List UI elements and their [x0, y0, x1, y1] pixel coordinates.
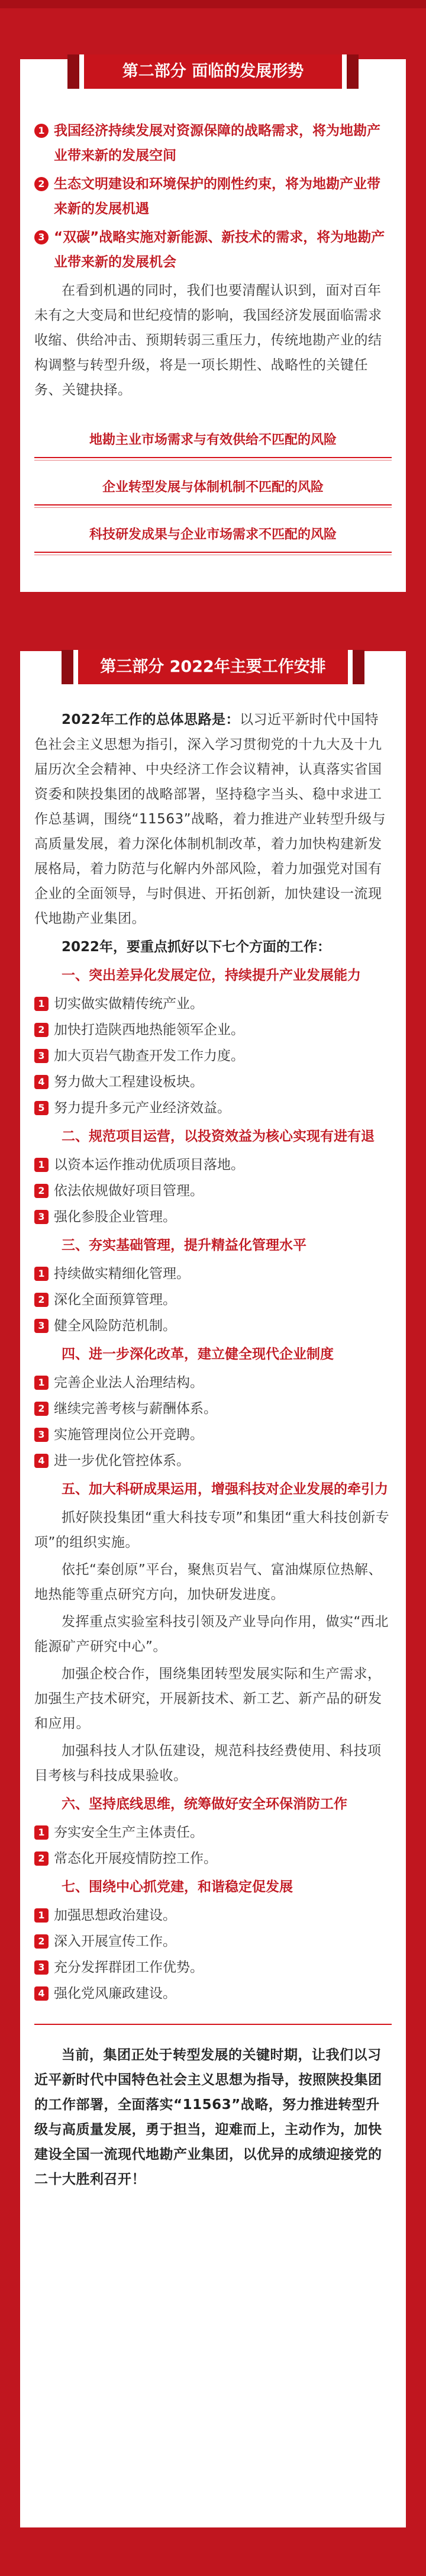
banner-edge-right: [353, 650, 364, 684]
item-text: 深入开展宣传工作。: [54, 1934, 176, 1949]
item-text: 进一步优化管控体系。: [54, 1453, 190, 1469]
opportunity-text: “双碳”战略实施对新能源、新技术的需求，将为地勘产业带来新的发展机会: [54, 230, 385, 270]
list-item: [34, 1396, 392, 1421]
section3-content: [34, 707, 392, 2194]
general-idea: [34, 707, 392, 931]
item-text: 健全风险防范机制。: [54, 1318, 176, 1334]
list-item: [34, 1313, 392, 1338]
section3-title: 第三部分 2022年主要工作安排: [73, 650, 353, 684]
section-heading: 七、围绕中心抓党建，和谐稳定促发展: [62, 1879, 293, 1895]
number-badge: 2: [34, 1184, 49, 1198]
item-text: 强化党风廉政建设。: [54, 1986, 176, 2001]
opportunity-text: 生态文明建设和环境保护的刚性约束，将为地勘产业带来新的发展机遇: [54, 176, 380, 217]
list-item: [34, 1422, 392, 1447]
paragraph: 依托“秦创原”平台，聚焦页岩气、富油煤原位热解、地热能等重点研究方向，加快研发进度。: [34, 1562, 382, 1602]
number-badge: 4: [34, 1454, 49, 1468]
number-badge: 2: [34, 177, 49, 191]
item-text: 完善企业法人治理结构。: [54, 1375, 204, 1390]
item-text: 依法依规做好项目管理。: [54, 1183, 204, 1199]
list-item: [34, 1981, 392, 2006]
banner-edge-left: [67, 54, 79, 89]
number-badge: 2: [34, 1852, 49, 1866]
paragraph: 抓好陕投集团“重大科技专项”和集团“重大科技创新专项”的组织实施。: [34, 1510, 390, 1550]
item-text: 夯实安全生产主体责任。: [54, 1825, 204, 1840]
number-badge: 1: [34, 1158, 49, 1172]
list-item: [34, 1903, 392, 1928]
item-text: 充分发挥群团工作优势。: [54, 1960, 204, 1975]
section-heading: 六、坚持底线思维，统筹做好安全环保消防工作: [62, 1796, 347, 1812]
general-label: 2022年工作的总体思路是：: [62, 712, 240, 727]
list-item: [34, 1846, 392, 1871]
number-badge: 2: [34, 1934, 49, 1949]
number-badge: 3: [34, 230, 49, 244]
number-badge: 4: [34, 1075, 49, 1089]
list-item: [34, 1017, 392, 1042]
risk-item: 科技研发成果与企业市场需求不匹配的风险: [34, 521, 392, 553]
list-item: [34, 1820, 392, 1845]
focus-intro: 2022年，要重点抓好以下七个方面的工作：: [62, 939, 331, 955]
number-badge: 5: [34, 1101, 49, 1115]
closing-paragraph: 当前，集团正处于转型发展的关键时期，让我们以习近平新时代中国特色社会主义思想为指导，按照陕投集团的工作部署，全面落实“11563”战略，努力推进转型升级与高质量发展，勇于担当，迎难而上，主动作为，加快建设全国一流现代地勘产业集团，以优异的成绩迎接党的二十大胜利召开！: [34, 2047, 382, 2187]
list-item: [34, 1929, 392, 1954]
paragraph: 加强企校合作，围绕集团转型发展实际和生产需求，加强生产技术研究，开展新技术、新工艺、新产品的研发和应用。: [34, 1666, 382, 1731]
paragraph: 加强科技人才队伍建设，规范科技经费使用、科技项目考核与科技成果验收。: [34, 1743, 382, 1783]
number-badge: 3: [34, 1049, 49, 1063]
section-heading: 一、突出差异化发展定位，持续提升产业发展能力: [62, 968, 361, 983]
number-badge: 4: [34, 1986, 49, 2001]
number-badge: 2: [34, 1293, 49, 1307]
section-heading: 二、规范项目运营，以投资效益为核心实现有进有退: [62, 1129, 375, 1144]
closing-section: [34, 2024, 392, 2192]
item-text: 加强思想政治建设。: [54, 1908, 176, 1923]
number-badge: 1: [34, 124, 49, 138]
list-item: [34, 1044, 392, 1068]
list-item: [34, 1096, 392, 1120]
list-item: [34, 1152, 392, 1177]
section2-title: 第二部分 面临的发展形势: [79, 54, 347, 89]
list-item: [34, 225, 392, 275]
item-text: 实施管理岗位公开竞聘。: [54, 1427, 204, 1442]
number-badge: 1: [34, 1267, 49, 1281]
banner-edge-right: [347, 54, 359, 89]
item-text: 努力提升多元产业经济效益。: [54, 1100, 231, 1116]
list-item: [34, 1448, 392, 1473]
list-item: [34, 1070, 392, 1094]
section2-paragraph: 在看到机遇的同时，我们也要清醒认识到，面对百年未有之大变局和世纪疫情的影响，我国经济发展面临需求收缩、供给冲击、预期转弱三重压力，传统地勘产业的结构调整与转型升级，将是一项长期性、战略性的关键任务、关键抉择。: [34, 283, 382, 398]
paragraph: 发挥重点实验室科技引领及产业导向作用，做实“西北能源矿产研究中心”。: [34, 1614, 389, 1654]
number-badge: 1: [34, 997, 49, 1011]
list-item: [34, 172, 392, 221]
item-text: 深化全面预算管理。: [54, 1292, 176, 1308]
list-item: [34, 991, 392, 1016]
number-badge: 2: [34, 1402, 49, 1416]
section-heading: 三、夯实基础管理，提升精益化管理水平: [62, 1238, 306, 1253]
item-text: 强化参股企业管理。: [54, 1209, 176, 1225]
item-text: 切实做实做精传统产业。: [54, 996, 204, 1012]
list-item: [34, 1955, 392, 1980]
list-item: [34, 118, 392, 168]
number-badge: 3: [34, 1428, 49, 1442]
item-text: 常态化开展疫情防控工作。: [54, 1851, 217, 1866]
number-badge: 2: [34, 1023, 49, 1037]
item-text: 加大页岩气勘查开发工作力度。: [54, 1048, 244, 1064]
banner-edge-left: [62, 650, 73, 684]
section2-content: [34, 118, 392, 568]
list-item: [34, 1287, 392, 1312]
list-item: [34, 1261, 392, 1286]
item-text: 努力做大工程建设板块。: [54, 1074, 204, 1090]
number-badge: 1: [34, 1908, 49, 1923]
list-item: [34, 1205, 392, 1229]
list-item: [34, 1370, 392, 1395]
risk-item: 企业转型发展与体制机制不匹配的风险: [34, 474, 392, 505]
number-badge: 1: [34, 1825, 49, 1840]
number-badge: 3: [34, 1319, 49, 1333]
number-badge: 3: [34, 1960, 49, 1975]
general-text: 以习近平新时代中国特色社会主义思想为指引，深入学习贯彻党的十九大及十九届历次全会精神、中央经济工作会议精神，认真落实省国资委和陕投集团的战略部署，坚持稳字当头、稳中求进工作总基调，围绕“11563”战略，着力推进产业转型升级与高质量发展，着力深化体制机制改革，着力加快构建新发展格局，着力防范与化解内外部风险，着力加强党对国有企业的全面领导，与时俱进、开拓创新，加快建设一流现代地勘产业集团。: [34, 712, 386, 926]
number-badge: 1: [34, 1376, 49, 1390]
number-badge: 3: [34, 1210, 49, 1224]
item-text: 持续做实精细化管理。: [54, 1266, 190, 1281]
top-strip: [0, 0, 426, 8]
item-text: 继续完善考核与薪酬体系。: [54, 1401, 217, 1416]
section-heading: 五、加大科研成果运用，增强科技对企业发展的牵引力: [62, 1482, 388, 1497]
opportunity-text: 我国经济持续发展对资源保障的战略需求，将为地勘产业带来新的发展空间: [54, 123, 380, 163]
item-text: 以资本运作推动优质项目落地。: [54, 1157, 244, 1173]
risk-item: 地勘主业市场需求与有效供给不匹配的风险: [34, 426, 392, 458]
list-item: [34, 1178, 392, 1203]
item-text: 加快打造陕西地热能领军企业。: [54, 1022, 244, 1038]
risk-list: [34, 426, 392, 553]
section-heading: 四、进一步深化改革，建立健全现代企业制度: [62, 1347, 334, 1362]
